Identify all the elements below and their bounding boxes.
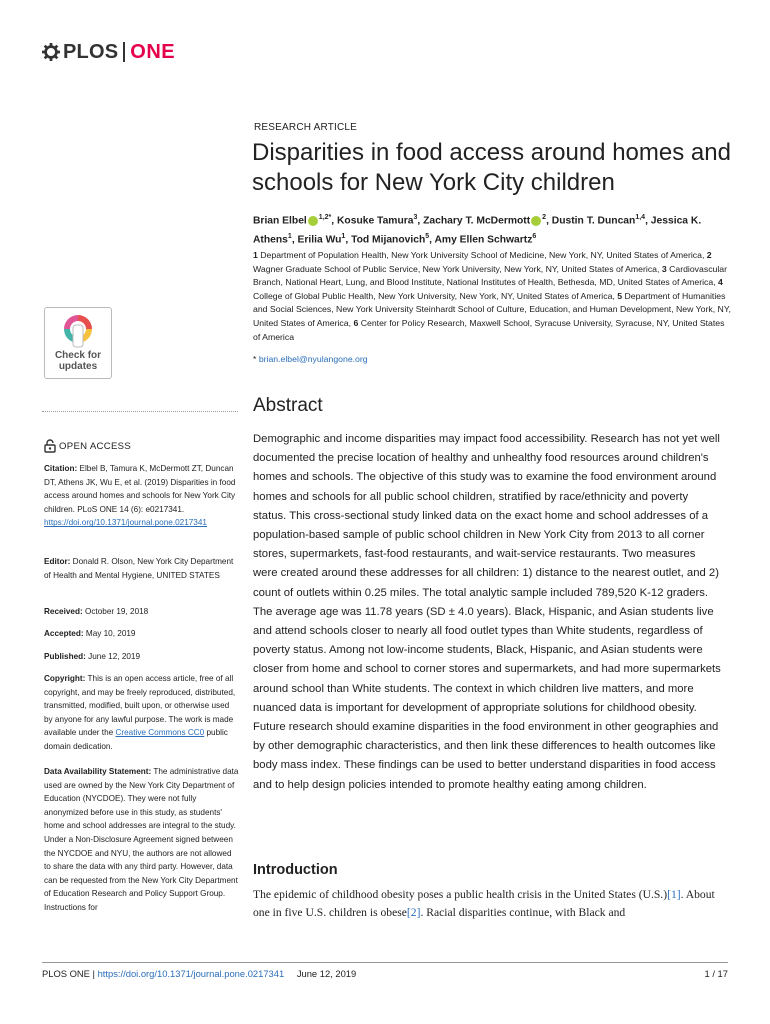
data-availability-block <box>44 765 240 915</box>
check-updates-icon <box>62 313 94 349</box>
author-affiliation-sup: 1 <box>287 233 292 241</box>
affiliation-number: 2 <box>706 250 712 260</box>
footer-separator: | <box>92 968 95 979</box>
affiliation-text: Wagner Graduate School of Public Service, New York University, New York, NY, United States of America, <box>253 263 660 274</box>
email-link[interactable]: brian.elbel@nyulangone.org <box>258 354 368 364</box>
logo-plos-text: PLOS <box>63 40 119 63</box>
data-availability-label: Data Availability Statement: <box>44 767 152 776</box>
journal-logo <box>42 40 175 64</box>
affiliation-number: 4 <box>718 277 723 288</box>
author-affiliation-sup: 1,4 <box>635 214 646 221</box>
orcid-icon[interactable] <box>531 216 541 226</box>
logo-divider <box>123 42 125 62</box>
intro-text-part: The epidemic of childhood obesity poses a public health crisis in the United States (U.S.) <box>253 888 668 901</box>
author-name[interactable]: Erilia Wu <box>297 234 342 246</box>
footer-divider <box>42 962 728 963</box>
author-affiliation-sup: 1,2 <box>318 214 329 221</box>
check-for-updates-badge[interactable] <box>44 307 112 379</box>
author-affiliation-sup: 2 <box>542 214 547 221</box>
intro-text-part: . About one in five U.S. children is obese <box>253 888 715 919</box>
check-updates-line2: updates <box>58 361 98 372</box>
affiliation-list <box>253 249 731 344</box>
affiliation-text: Department of Humanities and Social Sciences, New York University Steinhardt School of Culture, Education, and Human Development, New York, NY, United States of America, <box>253 290 731 328</box>
article-title: Disparities in food access around homes and schools for New York City children <box>252 139 731 196</box>
reference-link[interactable]: [2] <box>406 905 421 919</box>
open-lock-icon <box>44 439 56 453</box>
citation-block <box>44 462 240 530</box>
open-access-text: OPEN ACCESS <box>59 440 132 452</box>
abstract-body: Demographic and income disparities may impact food accessibility. Research has not yet well documented the precise location of healthy and unhealthy food resources around children's homes and schools. The objective of this study was to examine the food environment around homes and schools for all public school children, stratified by race/ethnicity and poverty status. This cross-sectional study linked data on the exact home and school addresses of a population-based sample of public school children in New York City from 2013 to all corner stores, supermarkets, fast-food restaurants, and wait-service restaurants. Two measures were created around these addresses for all children: 1) distance to the nearest outlet, and 2) count of outlets within 0.25 miles. The total analytic sample included 789,520 K-12 graders. The average age was 11.78 years (SD ± 4.0 years). Black, Hispanic, and Asian students live and attend schools closer to nearly all food outlet types than White students, regardless of poverty status. Among not low-income students, Black, Hispanic, and Asian students were closer from home and school to corner stores and supermarkets, and had more supermarkets around school than White students. The context in which children live matters, and more nuanced data is important for development of appropriate solutions for childhood obesity. Future research should examine disparities in the food environment in other geographies and by other demographic characteristics, and then link these differences to health outcomes like body mass index. These findings can be used to better understand disparities in food access and to help design policies intended to promote healthy eating among children. <box>253 433 721 791</box>
corresponding-email <box>253 354 368 364</box>
affiliation-text: Center for Policy Research, Maxwell School, Syracuse University, Syracuse, NY, United States of America <box>253 317 725 342</box>
footer-journal: PLOS ONE <box>42 968 90 979</box>
corresponding-mark: * <box>328 214 332 221</box>
affiliation-text: College of Global Public Health, New York University, New York, NY, United States of America, <box>253 290 615 301</box>
published-label: Published: <box>44 652 86 661</box>
published-block <box>44 650 240 664</box>
plos-gear-icon <box>42 43 60 61</box>
author-affiliation-sup: 1 <box>341 233 346 241</box>
author-name[interactable]: Tod Mijanovich <box>351 234 426 246</box>
received-label: Received: <box>44 607 83 616</box>
affiliation-number: 5 <box>617 290 623 301</box>
author-name[interactable]: Kosuke Tamura <box>337 215 414 227</box>
copyright-label: Copyright: <box>44 674 86 683</box>
data-availability-text: The administrative data used are owned by the New York City Department of Education (NYCDOE). They were not fully anonymized before use in this study, as students' home and school addresses are integral to the study. Under a Non-Disclosure Agreement signed between the NYCDOE and NYU, the authors are not allowed to share the data with any third party. However, data can be requested from the New York City Department of Education Research and Policy Support Group. Instructions for <box>44 767 239 912</box>
citation-doi-link[interactable]: https://doi.org/10.1371/journal.pone.0217341 <box>44 518 207 528</box>
page-number: 1 / 17 <box>704 968 728 979</box>
accepted-label: Accepted: <box>44 629 84 638</box>
copyright-text: This is an open access article, free of all copyright, and may be freely reproduced, distributed, transmitted, modified, built upon, or otherwise used by anyone for any lawful purpose. The work is made available under the <box>44 674 236 738</box>
author-affiliation-sup: 3 <box>413 214 418 221</box>
editor-text: Donald R. Olson, New York City Department of Health and Mental Hygiene, UNITED STATES <box>44 557 234 580</box>
reference-link[interactable]: [1] <box>667 888 681 901</box>
creative-commons-link[interactable]: Creative Commons CC0 <box>115 728 205 738</box>
accepted-block <box>44 627 240 641</box>
affiliation-number: 1 <box>253 250 258 260</box>
affiliation-text: Cardiovascular Branch, National Heart, Lung, and Blood Institute, National Institutes of Health, Bethesda, MD, United States of America, <box>253 263 728 288</box>
published-date: June 12, 2019 <box>88 652 141 661</box>
page-footer <box>42 968 356 979</box>
author-name[interactable]: Zachary T. McDermott <box>423 215 531 227</box>
editor-label: Editor: <box>44 557 71 566</box>
editor-block <box>44 555 240 582</box>
author-affiliation-sup: 6 <box>532 233 537 241</box>
author-name[interactable]: Dustin T. Duncan <box>551 215 636 227</box>
author-name[interactable]: Jessica K. Athens <box>253 215 702 246</box>
author-list: Brian Elbel $^{1,2*}$, Kosuke Tamura$^3$, Zachary T. McDermott $^2$, Dustin T. Duncan$^{1,4}$, Jessica K. Athens$^1$, Erilia Wu$^1$, Tod Mijanovich$^5$, Amy Ellen Schwartz$^6$ <box>253 214 702 246</box>
citation-label: Citation: <box>44 464 78 473</box>
open-access-label <box>44 439 131 453</box>
footer-date: June 12, 2019 <box>296 968 357 979</box>
footer-doi-link[interactable]: https://doi.org/10.1371/journal.pone.0217341 <box>97 968 285 979</box>
check-updates-line1: Check for <box>54 350 102 361</box>
logo-one-text: ONE <box>130 40 176 63</box>
article-type: RESEARCH ARTICLE <box>254 122 358 133</box>
received-date: October 19, 2018 <box>84 607 149 616</box>
copyright-block <box>44 672 240 754</box>
affiliation-text: Department of Population Health, New York University School of Medicine, New York, NY, United States of America, <box>260 250 705 260</box>
citation-text: Elbel B, Tamura K, McDermott ZT, Duncan DT, Athens JK, Wu E, et al. (2019) Disparities in food access around homes and schools for New York City children. PLoS ONE 14 (6): e0217341. <box>44 464 236 514</box>
sidebar-divider <box>42 411 238 412</box>
affiliation-number: 6 <box>353 317 359 328</box>
abstract-heading: Abstract <box>253 395 323 416</box>
introduction-heading: Introduction <box>253 862 338 878</box>
introduction-body <box>253 886 727 921</box>
intro-text-part: . Racial disparities continue, with Black and <box>420 905 626 919</box>
email-mark: * <box>253 354 257 364</box>
author-name[interactable]: Brian Elbel <box>253 215 307 227</box>
copyright-tail: public domain dedication. <box>44 728 228 751</box>
author-affiliation-sup: 5 <box>425 233 430 241</box>
author-name[interactable]: Amy Ellen Schwartz <box>434 234 533 246</box>
accepted-date: May 10, 2019 <box>85 629 136 638</box>
affiliation-number: 3 <box>661 263 667 274</box>
received-block <box>44 605 240 619</box>
check-updates-text <box>45 350 111 372</box>
orcid-icon[interactable] <box>308 216 318 226</box>
